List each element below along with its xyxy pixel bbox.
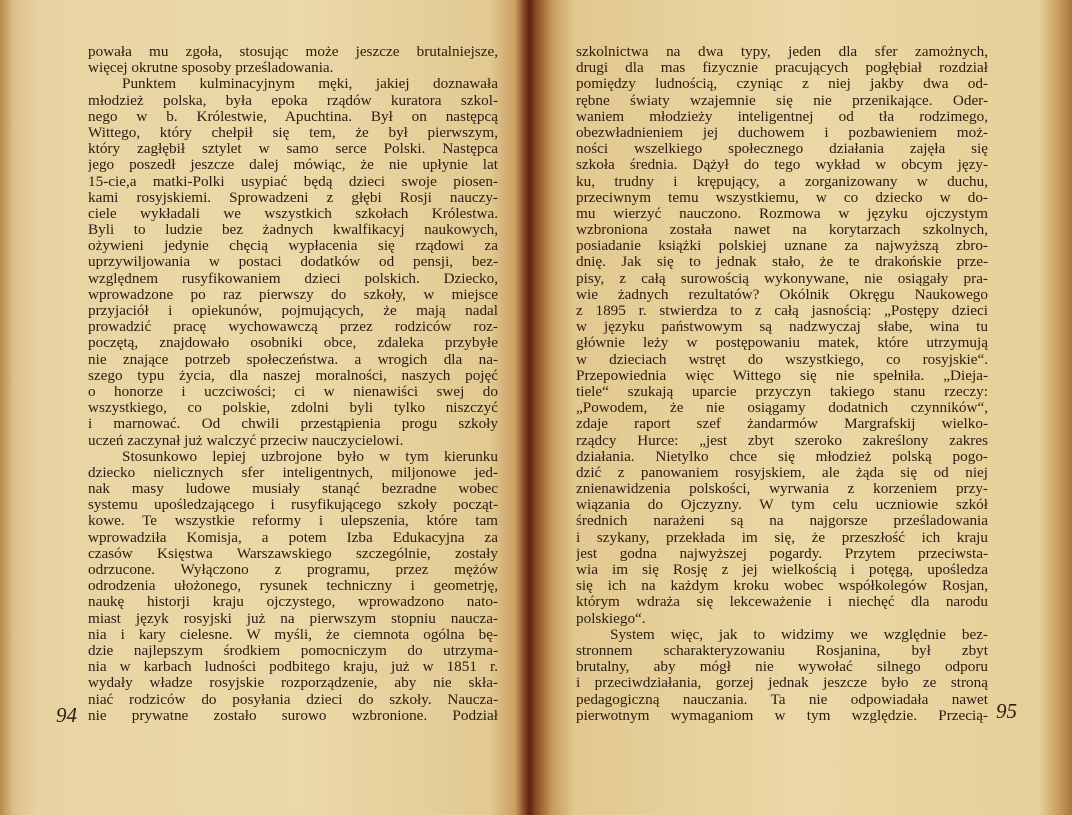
- text-line: i szykany, przekłada im się, że przeszłość ich kraju: [576, 529, 988, 546]
- text-line: przyjaciół i opiekunów, pojmujących, że mają nadal: [88, 303, 498, 319]
- text-line: Stosunkowo lepiej uzbrojone było w tym kierunku: [122, 448, 498, 465]
- text-line: poczętą, znajdowało osobniki obce, zdaleka przybyłe: [88, 335, 498, 352]
- text-line: o honorze i uczciwości; ci w nienawiści swej do: [88, 383, 498, 400]
- text-line: rębne światy wzajemnie się nie przenikające. Oder-: [576, 92, 988, 109]
- text-line: wie żadnych rezultatów? Okólnik Okręgu Naukowego: [576, 286, 988, 303]
- text-line: Przepowiednia więc Wittego się nie spełniła. „Dieja-: [576, 367, 988, 384]
- text-line: wprowadzone po raz pierwszy do szkoły, w miejsce: [88, 286, 498, 303]
- text-line: który zagłębił sztylet w samo serce Polski. Następca: [88, 141, 498, 158]
- text-line: Byli to ludzie bez żadnych kwalfikacyj naukowych,: [88, 222, 498, 239]
- text-line: pisy, z całą surowością wykonywane, nie osiągały pra-: [576, 270, 988, 287]
- text-line: jest godna najwyższej pogardy. Przytem przeciwsta-: [576, 545, 988, 562]
- text-line: i przeciwdziałania, gorzej jednak jeszcze było ze stroną: [576, 675, 988, 692]
- right-page-text: [576, 44, 988, 724]
- paragraph: [88, 44, 498, 76]
- text-line: więcej okrutne sposoby prześladowania.: [88, 60, 334, 77]
- text-line: stronnem scharakteryzowaniu Rosjanina, był zbyt: [576, 642, 988, 659]
- text-line: kowe. Te wszystkie reformy i ulepszenia, które tam: [88, 513, 498, 530]
- text-line: polskiego“.: [576, 610, 646, 627]
- text-line: powała mu zgoła, stosując może jeszcze brutalniejsze,: [88, 44, 498, 60]
- text-line: pomiędzy ludnością, czyniąc z niej jakby dwa od-: [576, 76, 988, 93]
- text-line: z 1895 r. stwierdza to z całą jasnością: „Postępy dzieci: [576, 303, 988, 319]
- text-line: dziecko nielicznych sfer inteligentnych, miljonowe jed-: [88, 464, 498, 481]
- paragraph: [576, 44, 988, 627]
- text-line: średnich narażeni są na najgorsze prześladowania: [576, 513, 988, 530]
- text-line: ności wszelkiego społecznego działania zajęła się: [576, 141, 988, 158]
- text-line: waniem młodzieży inteligentnej od tła rodzimego,: [576, 108, 988, 125]
- text-line: dzie najlepszym środkiem pomocniczym do utrzyma-: [88, 642, 498, 659]
- text-line: prowadzić pracę wychowawczą przez rodziców roz-: [88, 319, 498, 336]
- text-line: i marnować. Od chwili przestąpienia progu szkoły: [88, 416, 498, 433]
- text-line: Punktem kulminacyjnym męki, jakiej doznawała: [122, 76, 498, 93]
- text-line: szkolnictwa na dwa typy, jeden dla sfer zamożnych,: [576, 44, 988, 60]
- text-line: obezwładnieniem jej duchowem i pozbawieniem moż-: [576, 124, 988, 141]
- left-page-text: [88, 44, 498, 724]
- text-line: niać rodziców do posyłania dzieci do szkoły. Naucza-: [88, 691, 498, 708]
- text-line: miast język rosyjski już na pierwszym stopniu naucza-: [88, 610, 498, 627]
- text-line: szego typu życia, dla naszej moralności, naszych pojęć: [88, 367, 498, 384]
- text-line: pedagogiczną nauczania. Ta nie odpowiadała nawet: [576, 691, 988, 708]
- text-line: pierwotnym wymaganiom w tym względzie. Przecią-: [576, 707, 988, 724]
- text-line: nia i kary cielesne. W myśli, że ciemnota ogólna bę-: [88, 626, 498, 643]
- text-line: nak masy ludowe musiały stanąć bezradne wobec: [88, 481, 498, 498]
- text-line: tiele“ szukają uparcie przyczyn takiego stanu rzeczy:: [576, 383, 988, 400]
- text-line: którym wdraża się lekceważenie i niechęć dla narodu: [576, 594, 988, 611]
- text-line: nie prywatne zostało surowo wzbronione. Podział: [88, 707, 498, 724]
- text-line: wiązania do Ojczyzny. W tym celu uczniowie szkół: [576, 497, 988, 514]
- text-line: odrodzenia ułożonego, rysunek techniczny i geometrję,: [88, 578, 498, 595]
- text-line: przeciwnym temu wszystkiemu, w co dziecko w do-: [576, 189, 988, 206]
- text-line: czasów Księstwa Warszawskiego szczególnie, zostały: [88, 545, 498, 562]
- text-line: głównie leży w postępowaniu matek, które utrzymują: [576, 335, 988, 352]
- text-line: się ich na każdym kroku wobec współkolegów Rosjan,: [576, 578, 988, 595]
- text-line: wia im się Rosję z jej wielkością i potęgą, upośledza: [576, 562, 988, 578]
- text-line: wydały władze rosyjskie rozporządzenie, aby nie skła-: [88, 675, 498, 692]
- paragraph: [88, 76, 498, 448]
- text-line: ciele wykładali we wszystkich szkołach Królestwa.: [88, 205, 498, 222]
- text-line: System więc, jak to widzimy we względnie bez-: [610, 626, 988, 643]
- text-line: dnię. Jak się to jednak stało, że te drakońskie prze-: [576, 254, 988, 271]
- text-line: systemu upośledzającego i rusyfikującego szkoły począt-: [88, 497, 498, 514]
- text-line: nego w b. Królestwie, Apuchtina. Był on następcą: [88, 108, 498, 125]
- page-number-right: 95: [996, 699, 1017, 723]
- page-number-left: 94: [56, 703, 77, 727]
- text-line: 15-cie,a matki-Polki usypiać będą dzieci swoje piosen-: [88, 173, 498, 190]
- text-line: szkoła średnia. Dążył do tego wykład w obcym języ-: [576, 157, 988, 174]
- text-line: brutalny, aby mógł nie wywołać silnego odporu: [576, 659, 988, 676]
- text-line: drugi dla mas fizycznie pracujących pogłębiał rozdział: [576, 60, 988, 77]
- text-line: ożywieni jedynie chęcią wypłacenia się rządowi za: [88, 238, 498, 255]
- text-line: znienawidzenia polskości, wyrwania z korzeniem przy-: [576, 481, 988, 498]
- text-line: wszystkiego, co polskie, zdolni byli tylko niszczyć: [88, 400, 498, 417]
- text-line: nia w karbach ludności podbitego kraju, już w 1851 r.: [88, 659, 498, 676]
- text-line: mu wierzyć nauczono. Rozmowa w języku ojczystym: [576, 205, 988, 222]
- text-line: rządcy Hurce: „jest zbyt szeroko zakreślony zakres: [576, 432, 988, 449]
- text-line: kami rosyjskiemi. Sprowadzeni z głębi Rosji nauczy-: [88, 189, 498, 206]
- text-line: ku, trudny i krępujący, a zorganizowany w duchu,: [576, 173, 988, 190]
- text-line: posiadanie książki polskiej uznane za najwyższą zbro-: [576, 238, 988, 255]
- text-line: odrzucone. Wyłączono z programu, przez mężów: [88, 562, 498, 578]
- paragraph: [88, 449, 498, 724]
- text-line: dzić z panowaniem rosyjskiem, ale żąda się od niej: [576, 464, 988, 481]
- text-line: względnem rusyfikowaniem dzieci polskich. Dziecko,: [88, 270, 498, 287]
- text-line: młodzież polska, była epoka rządów kuratora szkol-: [88, 92, 498, 109]
- paragraph: [576, 627, 988, 724]
- text-line: w języku państwowym są nadzwyczaj słabe, wina tu: [576, 319, 988, 336]
- text-line: uprzywiljowania w postaci dodatków od pensji, bez-: [88, 254, 498, 271]
- text-line: działania. Nietylko chce się młodzież polską pogo-: [576, 448, 988, 465]
- text-line: wzbroniona została nawet na korytarzach szkolnych,: [576, 222, 988, 239]
- text-line: uczeń zaczynał już walczyć przeciw nauczycielowi.: [88, 432, 404, 449]
- text-line: naukę historji kraju ojczystego, wprowadzono nato-: [88, 594, 498, 611]
- text-line: w dzieciach wstręt do wszystkiego, co rosyjskie“.: [576, 351, 988, 368]
- text-line: nie znające potrzeb społeczeństwa. a wrogich dla na-: [88, 351, 498, 368]
- text-line: Wittego, który chełpił się tem, że był pierwszym,: [88, 124, 498, 141]
- text-line: zdaje raport szef żandarmów Margrafskij wielko-: [576, 416, 988, 433]
- text-line: wprowadziła Komisja, a potem Izba Edukacyjna za: [88, 529, 498, 546]
- text-line: jego poszedł jeszcze dalej mówiąc, że nie upłynie lat: [88, 157, 498, 174]
- text-line: „Powodem, że nie osiągamy dodatnich czynników“,: [576, 400, 988, 417]
